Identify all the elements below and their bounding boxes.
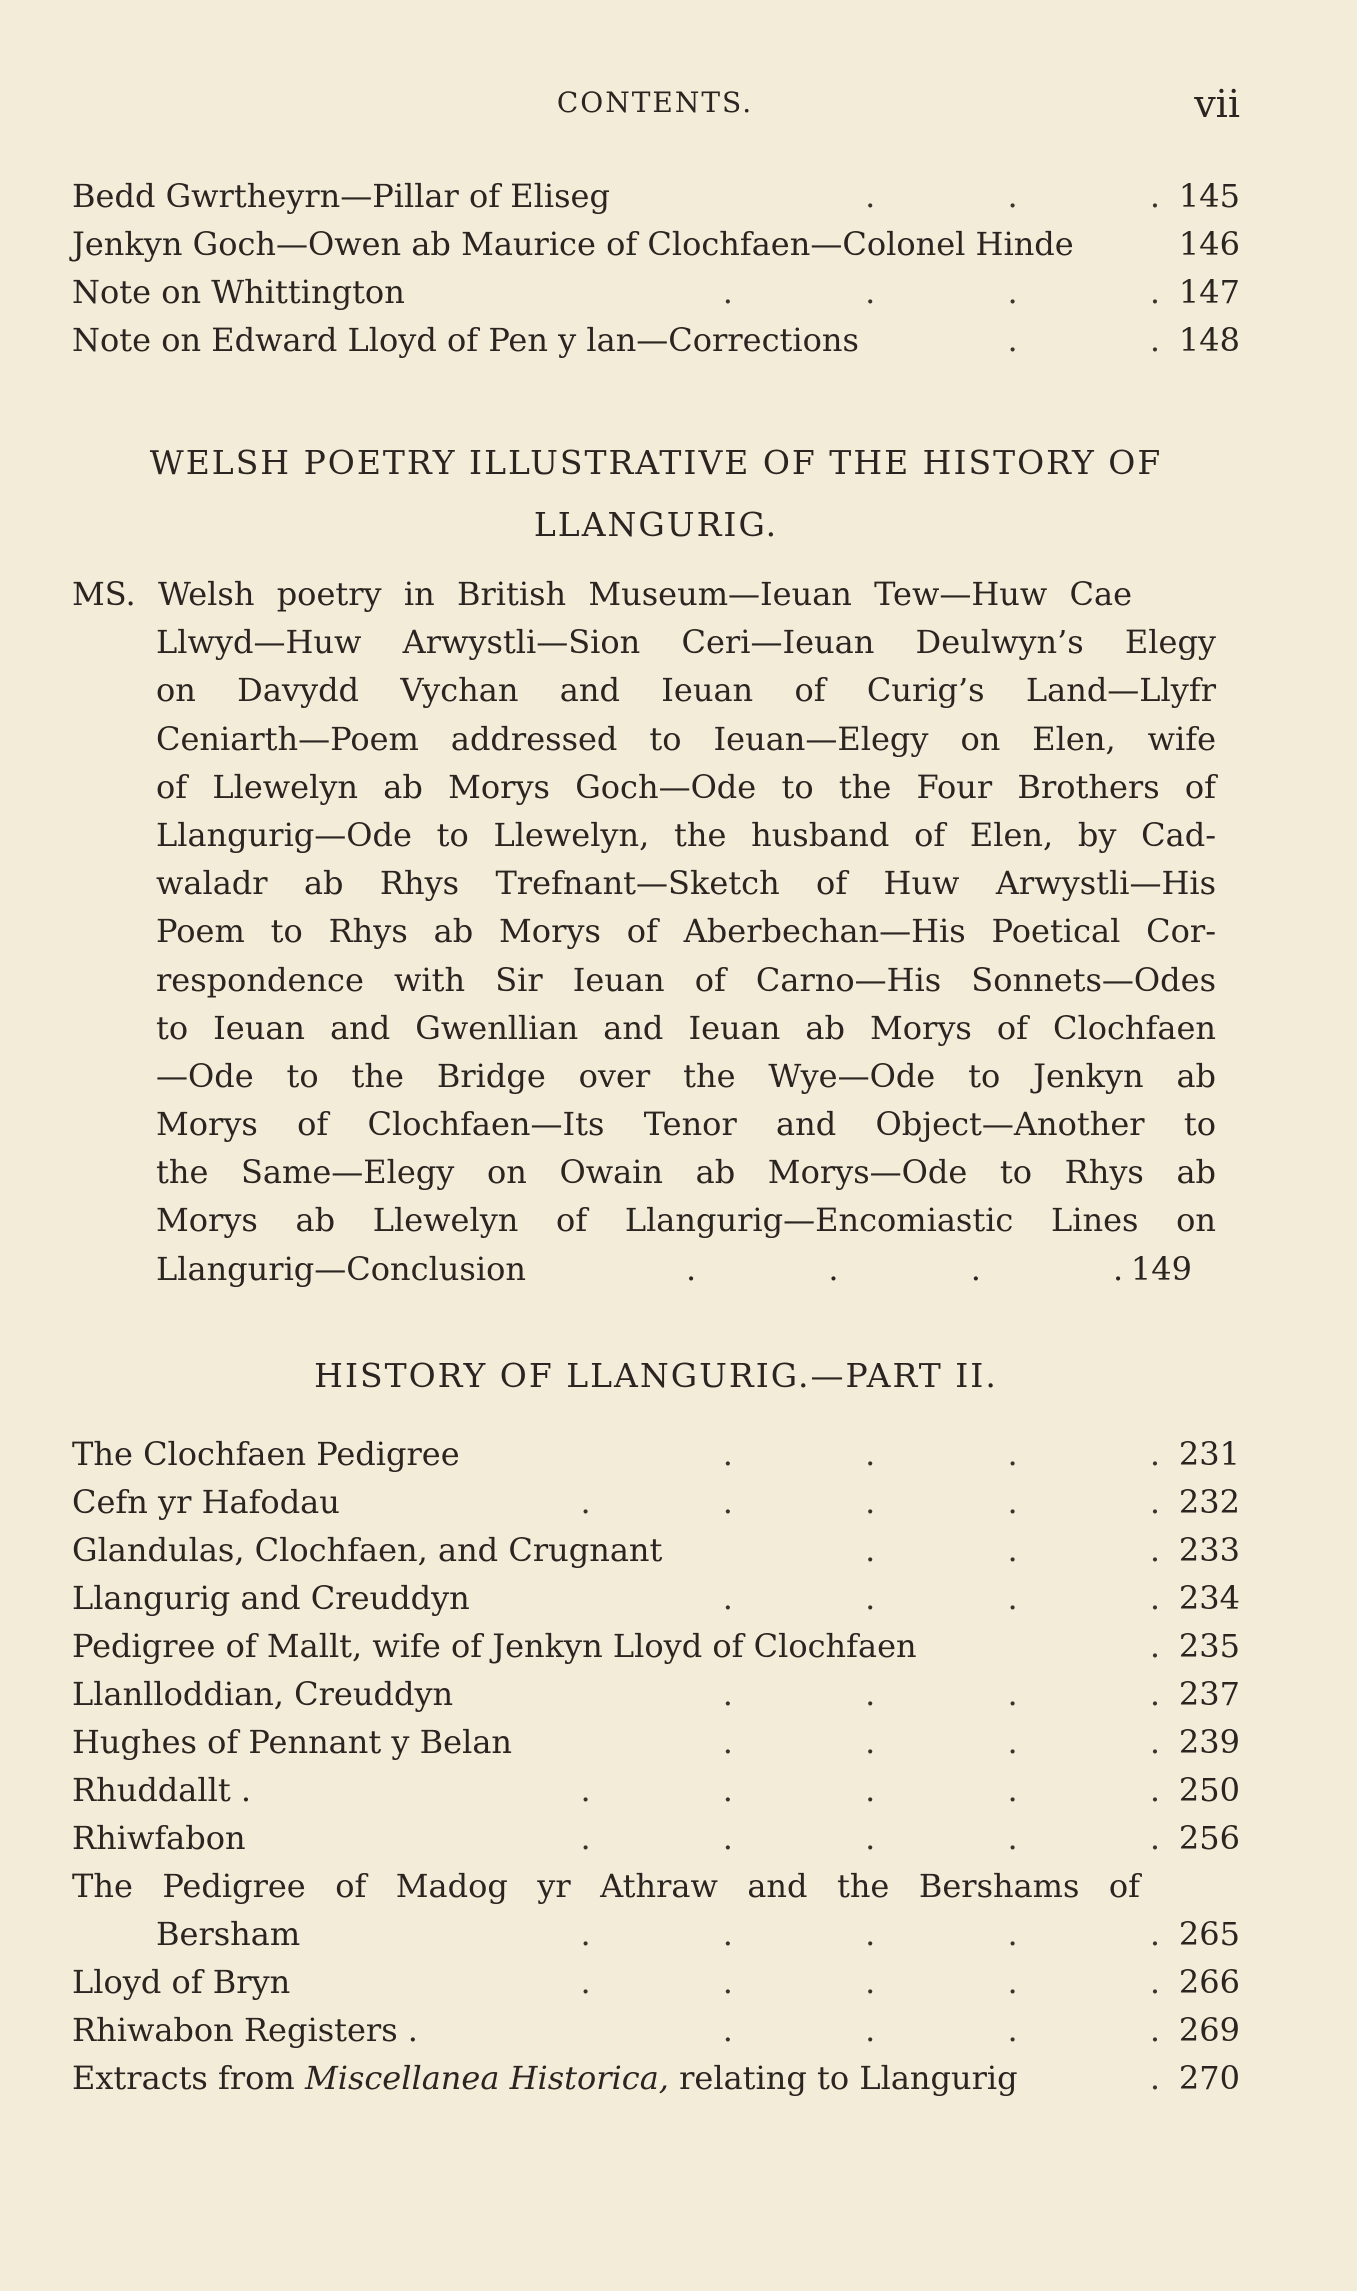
entry-page: 266	[1178, 1963, 1240, 2001]
entry-leaders: . . . .	[722, 1675, 1160, 1713]
toc-entry	[72, 2006, 1240, 2054]
entry-page: 235	[1178, 1627, 1240, 1665]
entry-leaders: . . . .	[722, 273, 1160, 311]
entry-leaders: . . . . .	[580, 1915, 1160, 1953]
section-heading-welsh-poetry	[72, 432, 1240, 556]
entry-leaders: . . .	[865, 177, 1160, 215]
summary-line-text: Llangurig—Conclusion	[156, 1249, 526, 1288]
toc-entry	[72, 1958, 1240, 2006]
entry-title-line2-row	[72, 1910, 1240, 1958]
entry-title-italic: Miscellanea Historica,	[304, 2059, 669, 2097]
entry-leaders: . . . .	[722, 1435, 1160, 1473]
entry-page: 270	[1178, 2059, 1240, 2097]
entry-page: 145	[1178, 177, 1240, 215]
entry-title-suffix: relating to Llangurig	[668, 2059, 1018, 2097]
summary-line: on Davydd Vychan and Ieuan of Curig’s Land—Llyfr	[156, 671, 1216, 710]
toc-entry	[72, 220, 1240, 268]
entry-title: Rhiwabon Registers .	[72, 2011, 418, 2049]
entry-title: Note on Whittington	[72, 273, 405, 311]
entry-title-prefix: Extracts from	[72, 2059, 305, 2097]
entry-leaders: . . . .	[722, 1723, 1160, 1761]
entry-page: 231	[1178, 1435, 1240, 1473]
section-heading-history: HISTORY OF LLANGURIG.—PART II.	[314, 1356, 998, 1395]
summary-line: Morys of Clochfaen—Its Tenor and Object—Another to	[156, 1105, 1216, 1144]
entry-page: 233	[1178, 1531, 1240, 1569]
summary-line: Llwyd—Huw Arwystli—Sion Ceri—Ieuan Deulwyn’s Elegy	[156, 623, 1216, 662]
summary-line: —Ode to the Bridge over the Wye—Ode to Jenkyn ab	[156, 1056, 1216, 1095]
toc-entry	[72, 1574, 1240, 1622]
toc-entry	[72, 1814, 1240, 1862]
entry-leaders: . . . .	[722, 2011, 1160, 2049]
entry-title: Note on Edward Lloyd of Pen y lan—Corrections	[72, 321, 859, 359]
running-head	[70, 82, 1240, 130]
entry-leaders: . . . . .	[580, 1771, 1160, 1809]
entry-leaders: . . .	[865, 1531, 1160, 1569]
entry-leaders: . . . . .	[580, 1819, 1160, 1857]
entry-page: 234	[1178, 1579, 1240, 1617]
entry-title: The Clochfaen Pedigree	[72, 1435, 460, 1473]
summary-line: MS. Welsh poetry in British Museum—Ieuan Tew—Huw Cae	[72, 575, 1132, 613]
entry-page: 147	[1178, 273, 1240, 311]
entry-leaders: .	[1149, 2059, 1160, 2097]
entry-page: 232	[1178, 1483, 1240, 1521]
toc-top-entries	[72, 172, 1240, 364]
heading-line: LLANGURIG.	[533, 505, 779, 544]
entry-title: Cefn yr Hafodau	[72, 1483, 340, 1521]
entry-title: Hughes of Pennant y Belan	[72, 1723, 513, 1761]
toc-entry-wrapped	[72, 1862, 1240, 1958]
entry-page: 250	[1178, 1771, 1240, 1809]
heading-line: WELSH POETRY ILLUSTRATIVE OF THE HISTORY OF	[149, 443, 1163, 482]
toc-entry	[72, 1622, 1240, 1670]
toc-entry	[72, 1526, 1240, 1574]
summary-line: respondence with Sir Ieuan of Carno—His Sonnets—Odes	[156, 960, 1216, 999]
entry-title: Rhiwfabon	[72, 1819, 246, 1857]
toc-entry	[72, 172, 1240, 220]
toc-entry	[72, 316, 1240, 364]
entry-page: 269	[1178, 2011, 1240, 2049]
entry-page: 265	[1178, 1915, 1240, 1953]
summary-line: Llangurig—Ode to Llewelyn, the husband of Elen, by Cad-	[156, 815, 1216, 854]
entry-page: 146	[1178, 225, 1240, 263]
summary-line: waladr ab Rhys Trefnant—Sketch of Huw Arwystli—His	[156, 864, 1216, 903]
toc-history-entries	[72, 1430, 1240, 2102]
entry-title: Glandulas, Clochfaen, and Crugnant	[72, 1531, 663, 1569]
entry-title: Rhuddallt .	[72, 1771, 252, 1809]
entry-title: Pedigree of Mallt, wife of Jenkyn Lloyd of Clochfaen	[72, 1627, 917, 1665]
entry-leaders: . . . .	[686, 1249, 1124, 1288]
entry-leaders: . . . .	[722, 1579, 1160, 1617]
toc-entry	[72, 1718, 1240, 1766]
toc-entry	[72, 1430, 1240, 1478]
entry-title	[72, 2054, 1018, 2102]
summary-line: Ceniarth—Poem addressed to Ieuan—Elegy on Elen, wife	[156, 719, 1216, 758]
summary-line: to Ieuan and Gwenllian and Ieuan ab Morys of Clochfaen	[156, 1008, 1216, 1047]
entry-title-line2: Bersham	[156, 1915, 301, 1953]
toc-entry	[72, 268, 1240, 316]
summary-line: of Llewelyn ab Morys Goch—Ode to the Four Brothers of	[156, 767, 1216, 806]
entry-title: Llangurig and Creuddyn	[72, 1579, 470, 1617]
summary-line: Morys ab Llewelyn of Llangurig—Encomiastic Lines on	[156, 1201, 1216, 1240]
welsh-poetry-summary	[72, 570, 1240, 1293]
entry-title: Bedd Gwrtheyrn—Pillar of Eliseg	[72, 177, 610, 215]
entry-leaders: . . . . .	[580, 1963, 1160, 2001]
entry-title-line1: The Pedigree of Madog yr Athraw and the Bershams of	[72, 1867, 1140, 1905]
running-title: CONTENTS.	[556, 86, 754, 119]
entry-page: 148	[1178, 321, 1240, 359]
toc-entry	[72, 1670, 1240, 1718]
toc-entry	[72, 1766, 1240, 1814]
entry-title: Llanlloddian, Creuddyn	[72, 1675, 454, 1713]
entry-leaders: .	[1149, 1627, 1160, 1665]
page-folio: vii	[1194, 82, 1240, 126]
entry-leaders: . . . . .	[580, 1483, 1160, 1521]
summary-line: the Same—Elegy on Owain ab Morys—Ode to Rhys ab	[156, 1153, 1216, 1192]
entry-title: Lloyd of Bryn	[72, 1963, 291, 2001]
entry-leaders: . .	[1007, 321, 1160, 359]
entry-page: 149	[1130, 1249, 1192, 1288]
summary-line: Poem to Rhys ab Morys of Aberbechan—His Poetical Cor-	[156, 912, 1216, 951]
entry-page: 239	[1178, 1723, 1240, 1761]
summary-line-last	[156, 1245, 1216, 1293]
toc-entry	[72, 2054, 1240, 2102]
toc-entry	[72, 1478, 1240, 1526]
entry-page: 237	[1178, 1675, 1240, 1713]
entry-page: 256	[1178, 1819, 1240, 1857]
entry-title: Jenkyn Goch—Owen ab Maurice of Clochfaen—Colonel Hinde	[72, 225, 1074, 263]
